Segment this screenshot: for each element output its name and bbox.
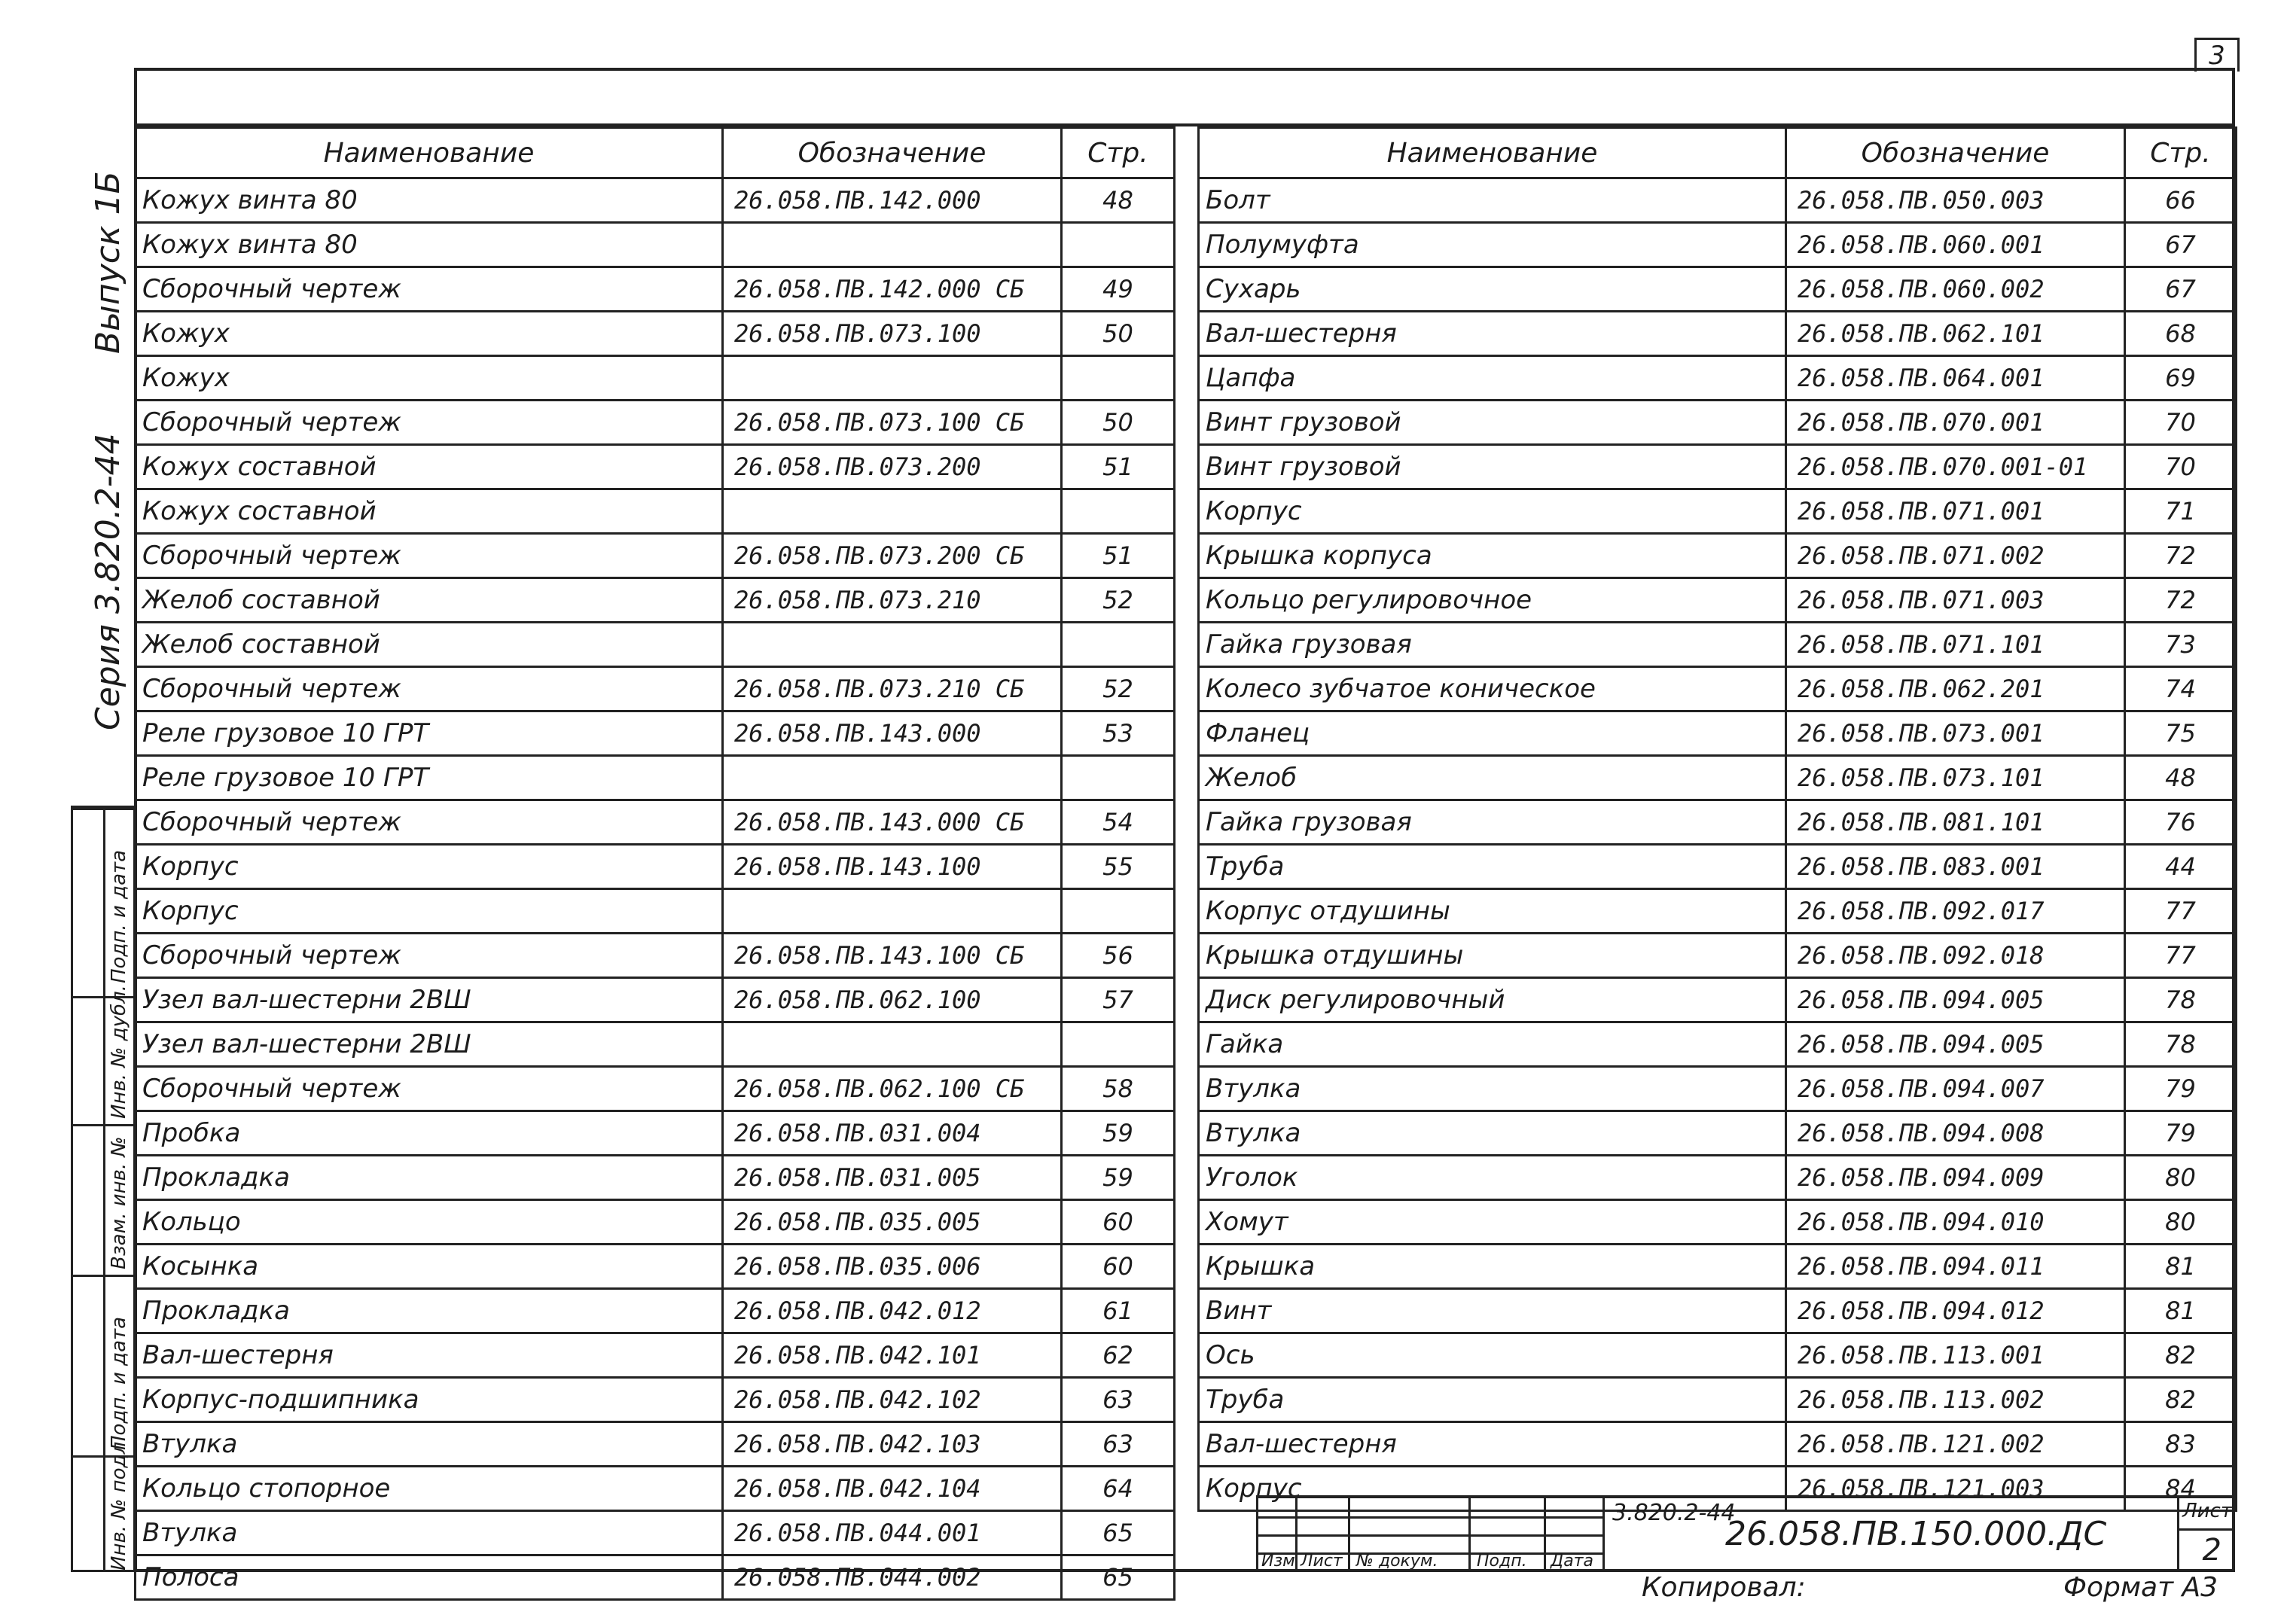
cell-name: Гайка грузовая (1199, 800, 1786, 845)
cell-designation: 26.058.ПВ.073.210 СБ (723, 667, 1062, 711)
table-row (1199, 1156, 2237, 1200)
cell-designation: 26.058.ПВ.143.000 СБ (723, 800, 1062, 845)
cell-designation: 26.058.ПВ.070.001 (1786, 401, 2125, 445)
cell-designation: 26.058.ПВ.044.002 (723, 1555, 1062, 1600)
cell-page: 79 (2125, 1111, 2237, 1156)
cell-name: Сборочный чертеж (136, 267, 723, 312)
cell-designation: 26.058.ПВ.044.001 (723, 1511, 1062, 1555)
col-header-sign: Подп. (1477, 1552, 1527, 1571)
table-row (136, 401, 1175, 445)
sheet-number: 3 (2194, 38, 2240, 72)
table-row (136, 845, 1175, 889)
cell-designation: 26.058.ПВ.094.005 (1786, 978, 2125, 1022)
cell-page: 58 (1062, 1067, 1175, 1111)
cell-page (1062, 356, 1175, 401)
cell-designation: 26.058.ПВ.073.100 СБ (723, 401, 1062, 445)
table-row (1199, 711, 2237, 756)
cell-name: Желоб составной (136, 623, 723, 667)
table-row (1199, 667, 2237, 711)
cell-page: 68 (2125, 312, 2237, 356)
cell-name: Хомут (1199, 1200, 1786, 1245)
cell-name: Крышка (1199, 1245, 1786, 1289)
cell-designation: 26.058.ПВ.062.201 (1786, 667, 2125, 711)
cell-name: Крышка корпуса (1199, 534, 1786, 578)
cell-designation: 26.058.ПВ.070.001-01 (1786, 445, 2125, 489)
cell-page: 63 (1062, 1378, 1175, 1422)
table-row (136, 1245, 1175, 1289)
cell-designation: 26.058.ПВ.071.002 (1786, 534, 2125, 578)
cell-designation (723, 889, 1062, 934)
cell-designation: 26.058.ПВ.113.001 (1786, 1333, 2125, 1378)
cell-designation: 26.058.ПВ.042.103 (723, 1422, 1062, 1467)
top-strip (134, 68, 2235, 126)
format-label: Формат А3 (2063, 1572, 2218, 1603)
cell-designation (723, 1022, 1062, 1067)
cell-page: 51 (1062, 534, 1175, 578)
approval-strip (71, 806, 136, 1572)
right-spec-table (1197, 126, 2237, 1512)
cell-page: 52 (1062, 578, 1175, 623)
cell-name: Кожух (136, 312, 723, 356)
cell-page: 60 (1062, 1245, 1175, 1289)
table-row (136, 578, 1175, 623)
table-row (136, 445, 1175, 489)
cell-page: 59 (1062, 1156, 1175, 1200)
cell-designation (723, 623, 1062, 667)
sheet-label: Лист (2182, 1500, 2232, 1522)
cell-designation: 26.058.ПВ.071.001 (1786, 489, 2125, 534)
cell-page: 78 (2125, 1022, 2237, 1067)
cell-name: Болт (1199, 178, 1786, 223)
table-row (136, 1422, 1175, 1467)
cell-designation: 26.058.ПВ.060.002 (1786, 267, 2125, 312)
cell-name: Вал-шестерня (1199, 1422, 1786, 1467)
strip-label-1: Подп. и дата (108, 849, 130, 983)
cell-name: Полоса (136, 1555, 723, 1600)
right-table-header (1199, 128, 2237, 178)
table-row (136, 1467, 1175, 1511)
cell-designation: 26.058.ПВ.050.003 (1786, 178, 2125, 223)
cell-page: 72 (2125, 578, 2237, 623)
cell-page: 77 (2125, 889, 2237, 934)
table-row (1199, 534, 2237, 578)
cell-page: 77 (2125, 934, 2237, 978)
cell-name: Кожух винта 80 (136, 223, 723, 267)
cell-name: Вал-шестерня (1199, 312, 1786, 356)
cell-name: Винт грузовой (1199, 401, 1786, 445)
cell-page: 63 (1062, 1422, 1175, 1467)
title-block (1256, 1495, 2235, 1572)
table-row (136, 356, 1175, 401)
cell-name: Корпус отдушины (1199, 889, 1786, 934)
cell-designation: 26.058.ПВ.042.012 (723, 1289, 1062, 1333)
cell-name: Крышка отдушины (1199, 934, 1786, 978)
table-row (1199, 1022, 2237, 1067)
table-row (1199, 978, 2237, 1022)
strip-label-5: Инв. № подл. (108, 1435, 130, 1571)
cell-name: Реле грузовое 10 ГРТ (136, 756, 723, 800)
cell-page: 76 (2125, 800, 2237, 845)
cell-designation: 26.058.ПВ.143.100 СБ (723, 934, 1062, 978)
cell-name: Сборочный чертеж (136, 1067, 723, 1111)
cell-name: Узел вал-шестерни 2ВШ (136, 978, 723, 1022)
cell-page (1062, 889, 1175, 934)
cell-page: 75 (2125, 711, 2237, 756)
cell-page: 74 (2125, 667, 2237, 711)
cell-name: Сборочный чертеж (136, 667, 723, 711)
cell-name: Ось (1199, 1333, 1786, 1378)
cell-page: 59 (1062, 1111, 1175, 1156)
table-row (136, 534, 1175, 578)
cell-page: 69 (2125, 356, 2237, 401)
cell-name: Кольцо стопорное (136, 1467, 723, 1511)
table-row (1199, 1200, 2237, 1245)
table-row (1199, 1111, 2237, 1156)
col-header-date: Дата (1551, 1552, 1593, 1571)
cell-page: 82 (2125, 1333, 2237, 1378)
cell-designation: 26.058.ПВ.035.005 (723, 1200, 1062, 1245)
table-row (1199, 845, 2237, 889)
table-row (136, 1156, 1175, 1200)
strip-label-3: Взам. инв. № (108, 1136, 130, 1269)
cell-designation: 26.058.ПВ.073.200 (723, 445, 1062, 489)
cell-page: 70 (2125, 445, 2237, 489)
table-row (1199, 445, 2237, 489)
cell-name: Втулка (1199, 1067, 1786, 1111)
cell-designation: 26.058.ПВ.042.101 (723, 1333, 1062, 1378)
table-row (136, 1022, 1175, 1067)
header-name: Наименование (136, 128, 723, 178)
cell-page (1062, 223, 1175, 267)
header-name: Наименование (1199, 128, 1786, 178)
table-row (1199, 267, 2237, 312)
series-label: Серия 3.820.2-44 (89, 433, 127, 730)
cell-name: Труба (1199, 845, 1786, 889)
issue-label: Выпуск 1Б (89, 171, 127, 354)
cell-page: 48 (1062, 178, 1175, 223)
cell-page: 79 (2125, 1067, 2237, 1111)
cell-page: 44 (2125, 845, 2237, 889)
table-row (136, 1333, 1175, 1378)
cell-designation: 26.058.ПВ.094.007 (1786, 1067, 2125, 1111)
table-row (136, 667, 1175, 711)
cell-designation: 26.058.ПВ.062.100 (723, 978, 1062, 1022)
cell-designation: 26.058.ПВ.094.009 (1786, 1156, 2125, 1200)
cell-name: Сборочный чертеж (136, 401, 723, 445)
cell-name: Сборочный чертеж (136, 534, 723, 578)
cell-designation: 26.058.ПВ.071.003 (1786, 578, 2125, 623)
cell-designation: 26.058.ПВ.073.001 (1786, 711, 2125, 756)
table-row (1199, 401, 2237, 445)
cell-page: 55 (1062, 845, 1175, 889)
cell-page: 66 (2125, 178, 2237, 223)
cell-page: 83 (2125, 1422, 2237, 1467)
cell-page: 71 (2125, 489, 2237, 534)
cell-designation: 26.058.ПВ.094.010 (1786, 1200, 2125, 1245)
cell-page: 64 (1062, 1467, 1175, 1511)
cell-name: Труба (1199, 1378, 1786, 1422)
cell-page: 65 (1062, 1511, 1175, 1555)
cell-page: 72 (2125, 534, 2237, 578)
cell-name: Пробка (136, 1111, 723, 1156)
cell-name: Прокладка (136, 1289, 723, 1333)
strip-label-2: Инв. № дубл. (108, 985, 130, 1119)
cell-page (1062, 1022, 1175, 1067)
cell-name: Кожух составной (136, 489, 723, 534)
table-row (1199, 178, 2237, 223)
cell-name: Гайка грузовая (1199, 623, 1786, 667)
header-page: Стр. (2125, 128, 2237, 178)
table-row (136, 978, 1175, 1022)
cell-designation: 26.058.ПВ.073.210 (723, 578, 1062, 623)
cell-page: 67 (2125, 267, 2237, 312)
left-spec-table (134, 126, 1176, 1601)
cell-name: Кольцо (136, 1200, 723, 1245)
cell-name: Колесо зубчатое коническое (1199, 667, 1786, 711)
cell-name: Цапфа (1199, 356, 1786, 401)
table-row (136, 178, 1175, 223)
table-row (136, 1378, 1175, 1422)
cell-designation: 26.058.ПВ.042.102 (723, 1378, 1062, 1422)
cell-name: Втулка (1199, 1111, 1786, 1156)
table-row (1199, 934, 2237, 978)
cell-designation: 26.058.ПВ.031.004 (723, 1111, 1062, 1156)
cell-name: Сухарь (1199, 267, 1786, 312)
cell-designation: 26.058.ПВ.094.008 (1786, 1111, 2125, 1156)
cell-name: Кожух винта 80 (136, 178, 723, 223)
cell-name: Кожух (136, 356, 723, 401)
header-designation: Обозначение (723, 128, 1062, 178)
table-row (1199, 1333, 2237, 1378)
cell-page: 78 (2125, 978, 2237, 1022)
cell-designation: 26.058.ПВ.073.100 (723, 312, 1062, 356)
cell-page: 62 (1062, 1333, 1175, 1378)
cell-name: Прокладка (136, 1156, 723, 1200)
cell-designation: 26.058.ПВ.113.002 (1786, 1378, 2125, 1422)
cell-designation: 26.058.ПВ.083.001 (1786, 845, 2125, 889)
title-designation: 26.058.ПВ.150.000.ДС (1725, 1515, 2107, 1553)
cell-page: 73 (2125, 623, 2237, 667)
cell-name: Сборочный чертеж (136, 800, 723, 845)
cell-designation: 26.058.ПВ.081.101 (1786, 800, 2125, 845)
cell-page: 50 (1062, 401, 1175, 445)
table-row (136, 312, 1175, 356)
cell-name: Сборочный чертеж (136, 934, 723, 978)
cell-designation: 26.058.ПВ.062.101 (1786, 312, 2125, 356)
table-row (1199, 489, 2237, 534)
table-row (1199, 1067, 2237, 1111)
cell-designation: 26.058.ПВ.064.001 (1786, 356, 2125, 401)
copied-label: Копировал: (1642, 1572, 1806, 1603)
table-row (1199, 889, 2237, 934)
cell-page: 51 (1062, 445, 1175, 489)
title-series: 3.820.2-44 (1612, 1500, 1736, 1526)
table-row (1199, 223, 2237, 267)
table-row (136, 223, 1175, 267)
cell-designation: 26.058.ПВ.062.100 СБ (723, 1067, 1062, 1111)
cell-designation: 26.058.ПВ.094.012 (1786, 1289, 2125, 1333)
cell-page: 67 (2125, 223, 2237, 267)
cell-page: 80 (2125, 1200, 2237, 1245)
cell-designation: 26.058.ПВ.060.001 (1786, 223, 2125, 267)
cell-name: Вал-шестерня (136, 1333, 723, 1378)
cell-page (1062, 623, 1175, 667)
cell-name: Втулка (136, 1422, 723, 1467)
cell-name: Косынка (136, 1245, 723, 1289)
cell-page: 70 (2125, 401, 2237, 445)
header-page: Стр. (1062, 128, 1175, 178)
side-labels (83, 128, 134, 791)
cell-designation: 26.058.ПВ.092.017 (1786, 889, 2125, 934)
cell-page: 49 (1062, 267, 1175, 312)
cell-page: 81 (2125, 1245, 2237, 1289)
cell-page (1062, 756, 1175, 800)
cell-designation (723, 223, 1062, 267)
cell-designation: 26.058.ПВ.071.101 (1786, 623, 2125, 667)
cell-page: 54 (1062, 800, 1175, 845)
cell-name: Корпус (1199, 489, 1786, 534)
cell-page: 65 (1062, 1555, 1175, 1600)
cell-name: Кольцо регулировочное (1199, 578, 1786, 623)
table-row (136, 889, 1175, 934)
sheet-value: 2 (2202, 1533, 2221, 1568)
cell-name: Корпус (1199, 1467, 1786, 1511)
table-row (1199, 1289, 2237, 1333)
cell-name: Диск регулировочный (1199, 978, 1786, 1022)
cell-name: Корпус-подшипника (136, 1378, 723, 1422)
cell-designation: 26.058.ПВ.143.100 (723, 845, 1062, 889)
col-header-list: Лист (1301, 1552, 1343, 1571)
cell-page: 80 (2125, 1156, 2237, 1200)
cell-designation: 26.058.ПВ.121.003 (1786, 1467, 2125, 1511)
cell-page (1062, 489, 1175, 534)
table-row (136, 1555, 1175, 1600)
cell-designation (723, 756, 1062, 800)
cell-name: Уголок (1199, 1156, 1786, 1200)
cell-designation (723, 356, 1062, 401)
table-row (136, 489, 1175, 534)
cell-designation: 26.058.ПВ.042.104 (723, 1467, 1062, 1511)
table-row (1199, 756, 2237, 800)
cell-name: Корпус (136, 889, 723, 934)
cell-designation: 26.058.ПВ.142.000 СБ (723, 267, 1062, 312)
table-row (136, 756, 1175, 800)
cell-designation: 26.058.ПВ.092.018 (1786, 934, 2125, 978)
cell-page: 61 (1062, 1289, 1175, 1333)
table-row (136, 934, 1175, 978)
table-row (1199, 356, 2237, 401)
cell-name: Желоб (1199, 756, 1786, 800)
cell-name: Гайка (1199, 1022, 1786, 1067)
table-row (1199, 800, 2237, 845)
cell-page: 53 (1062, 711, 1175, 756)
cell-designation: 26.058.ПВ.142.000 (723, 178, 1062, 223)
cell-page: 84 (2125, 1467, 2237, 1511)
cell-name: Втулка (136, 1511, 723, 1555)
table-row (136, 711, 1175, 756)
cell-name: Кожух составной (136, 445, 723, 489)
cell-page: 48 (2125, 756, 2237, 800)
cell-designation: 26.058.ПВ.073.101 (1786, 756, 2125, 800)
cell-name: Желоб составной (136, 578, 723, 623)
cell-designation: 26.058.ПВ.094.011 (1786, 1245, 2125, 1289)
table-row (1199, 578, 2237, 623)
cell-designation: 26.058.ПВ.143.000 (723, 711, 1062, 756)
cell-page: 52 (1062, 667, 1175, 711)
table-row (136, 623, 1175, 667)
cell-designation (723, 489, 1062, 534)
table-row (136, 1200, 1175, 1245)
table-row (136, 1511, 1175, 1555)
table-row (1199, 623, 2237, 667)
table-row (1199, 1422, 2237, 1467)
cell-name: Винт грузовой (1199, 445, 1786, 489)
table-row (1199, 312, 2237, 356)
cell-page: 82 (2125, 1378, 2237, 1422)
cell-page: 81 (2125, 1289, 2237, 1333)
table-row (1199, 1245, 2237, 1289)
table-row (136, 267, 1175, 312)
table-row (1199, 1378, 2237, 1422)
cell-designation: 26.058.ПВ.094.005 (1786, 1022, 2125, 1067)
cell-designation: 26.058.ПВ.073.200 СБ (723, 534, 1062, 578)
cell-page: 56 (1062, 934, 1175, 978)
header-designation: Обозначение (1786, 128, 2125, 178)
table-row (136, 1289, 1175, 1333)
strip-label-4: Подп. и дата (108, 1316, 130, 1450)
cell-name: Реле грузовое 10 ГРТ (136, 711, 723, 756)
cell-name: Корпус (136, 845, 723, 889)
cell-name: Винт (1199, 1289, 1786, 1333)
cell-name: Фланец (1199, 711, 1786, 756)
left-table-header (136, 128, 1175, 178)
cell-designation: 26.058.ПВ.031.005 (723, 1156, 1062, 1200)
col-header-doc: № докум. (1356, 1552, 1438, 1571)
cell-page: 57 (1062, 978, 1175, 1022)
table-row (136, 1111, 1175, 1156)
cell-page: 60 (1062, 1200, 1175, 1245)
table-row (136, 1067, 1175, 1111)
col-header-izm: Изм (1261, 1552, 1295, 1571)
cell-designation: 26.058.ПВ.121.002 (1786, 1422, 2125, 1467)
table-row (136, 800, 1175, 845)
cell-name: Полумуфта (1199, 223, 1786, 267)
cell-page: 50 (1062, 312, 1175, 356)
cell-designation: 26.058.ПВ.035.006 (723, 1245, 1062, 1289)
cell-name: Узел вал-шестерни 2ВШ (136, 1022, 723, 1067)
